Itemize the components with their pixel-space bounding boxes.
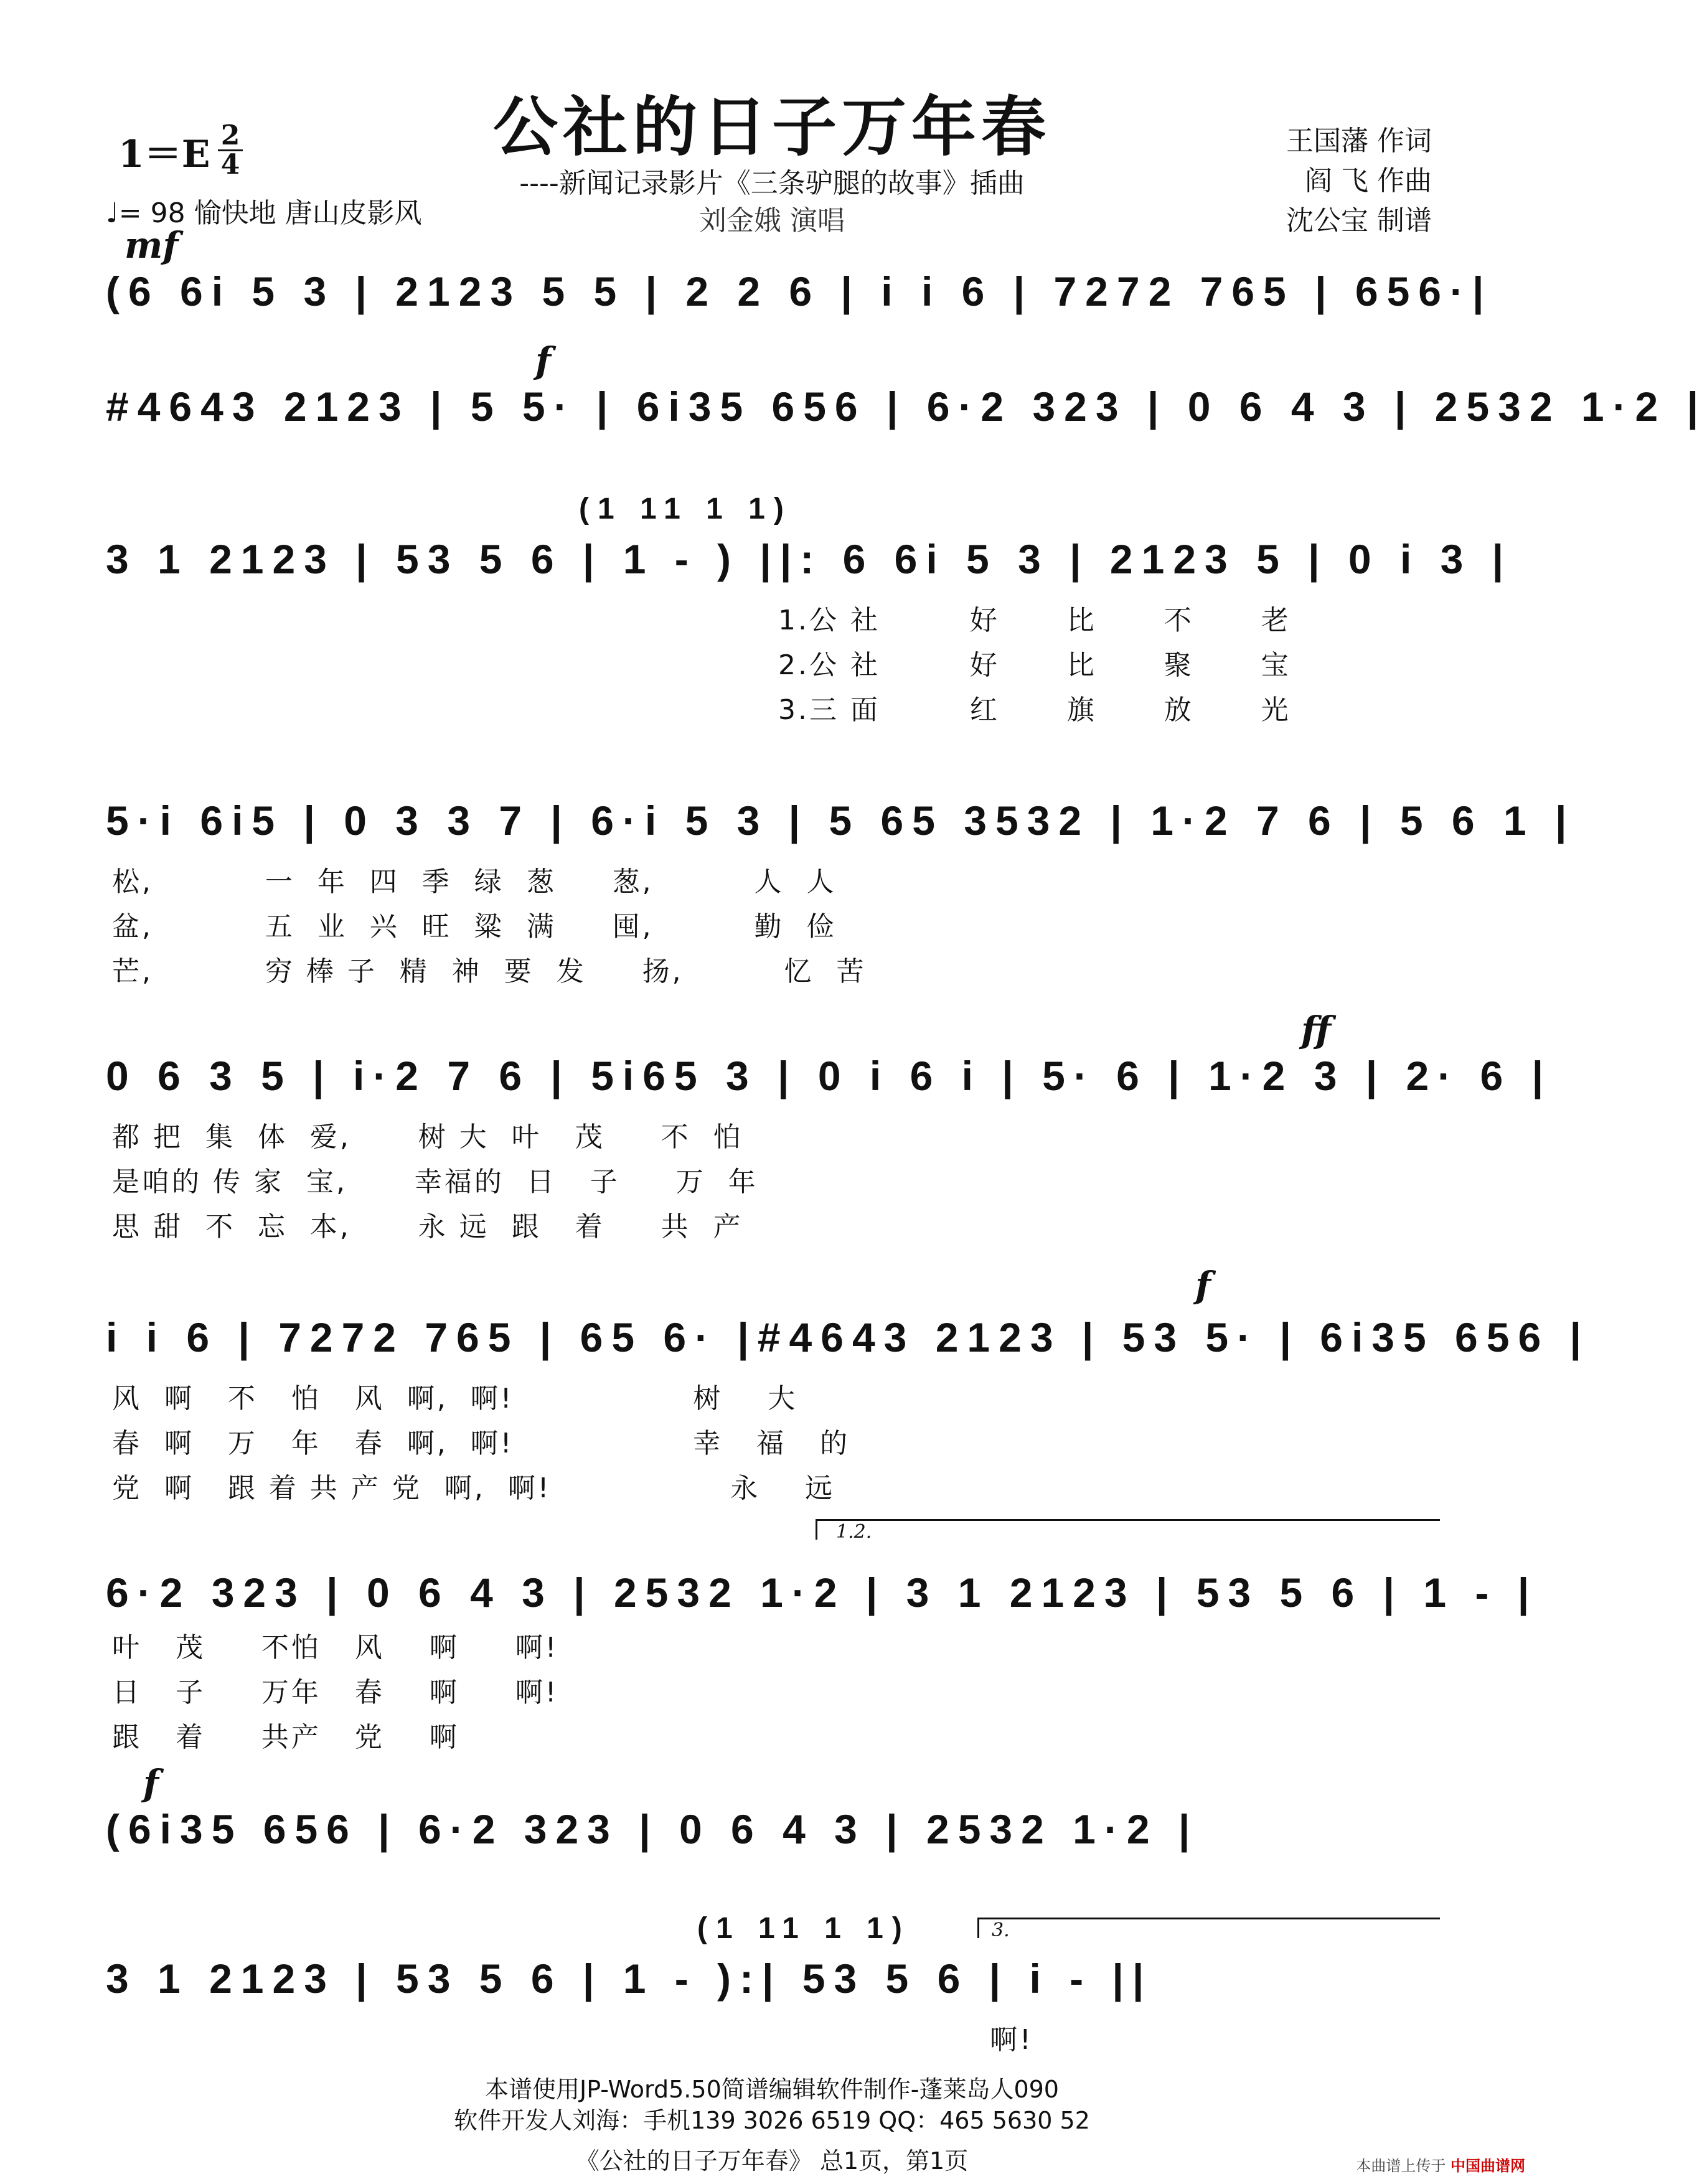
notation-line-9: 3 1 2123 | 53 5 6 | 1 - ):| 53 5 6 | i - || — [106, 1956, 1153, 2002]
music-line-9 — [106, 1955, 1444, 2023]
watermark-site: 中国曲谱网 — [1451, 2157, 1525, 2175]
notation-line-6: i i 6 | 7272 765 | 65 6· |#4643 2123 | 53 5· | 6i35 656 | — [106, 1314, 1590, 1360]
notation-line-7: 6·2 323 | 0 6 4 3 | 2532 1·2 | 3 1 2123 | 53 5 6 | 1 - | — [106, 1570, 1538, 1616]
key-signature: 1＝E — [118, 133, 210, 176]
lyric-verse-2: 春 啊 万 年 春 啊, 啊! 幸 福 的 — [112, 1428, 850, 1459]
music-line-8 — [106, 1805, 1444, 1874]
lyrics-line-4 — [112, 859, 1432, 989]
composer-credit: 阎 飞 作曲 — [1305, 165, 1432, 197]
arranger-credit: 沈公宝 制谱 — [1286, 205, 1432, 237]
dynamic-f: f — [535, 339, 551, 382]
lyric-verse-3: 思 甜 不 忘 本, 永 远 跟 着 共 产 — [112, 1211, 743, 1243]
lyricist-credit: 王国藩 作词 — [1286, 125, 1432, 157]
volta-bracket-1-2 — [816, 1519, 1440, 1543]
music-line-2 — [106, 383, 1707, 451]
dynamic-f: f — [143, 1762, 159, 1804]
grace-notes-1: (1 11 1 1) — [579, 492, 792, 525]
lyrics-line-7 — [112, 1625, 1432, 1754]
lyric-verse-3: 芒, 穷 棒 子 精 神 要 发 扬, 忆 苦 — [112, 956, 867, 987]
lyric-final: 啊! — [990, 2024, 1033, 2056]
dynamic-mf: mf — [125, 224, 179, 266]
music-line-5 — [106, 1052, 1553, 1121]
watermark-logo — [1356, 2153, 1525, 2175]
notation-line-3: 3 1 2123 | 53 5 6 | 1 - ) ||: 6 6i 5 3 | 2123 5 | 0 i 3 | — [106, 536, 1513, 582]
lyric-verse-1: 风 啊 不 怕 风 啊, 啊! 树 大 — [112, 1383, 798, 1414]
volta-label: 1.2. — [836, 1521, 872, 1543]
volta-label: 3. — [992, 1919, 1010, 1941]
music-line-4 — [106, 797, 1576, 865]
music-line-6 — [106, 1314, 1590, 1382]
tempo-marking: ♩= 98 愉快地 唐山皮影风 — [106, 197, 422, 229]
page-title: 公社的日子万年春 — [492, 89, 1051, 165]
music-line-3 — [106, 535, 1513, 604]
lyric-verse-2: 盆, 五 业 兴 旺 粱 满 囤, 勤 俭 — [112, 911, 837, 943]
lyric-verse-2: 2.公 社 好 比 聚 宝 — [778, 649, 1291, 681]
time-signature: 2 4 — [218, 122, 243, 179]
notation-line-5: 0 6 3 5 | i·2 7 6 | 5i65 3 | 0 i 6 i | 5· 6 | 1·2 3 | 2· 6 | — [106, 1053, 1553, 1099]
notation-line-1: (6 6i 5 3 | 2123 5 5 | 2 2 6 | i i 6 | 7272 765 | 656·| — [106, 268, 1493, 314]
singer-credit: 刘金娥 演唱 — [699, 205, 845, 237]
dynamic-ff: ff — [1301, 1009, 1331, 1051]
lyric-verse-1: 松, 一 年 四 季 绿 葱 葱, 人 人 — [112, 866, 837, 898]
lyric-verse-1: 叶 茂 不怕 风 啊 啊! — [112, 1632, 559, 1664]
lyric-verse-3: 跟 着 共产 党 啊 — [112, 1721, 459, 1753]
lyric-verse-3: 3.三 面 红 旗 放 光 — [778, 694, 1291, 726]
lyrics-line-3 — [778, 598, 1463, 727]
page-subtitle: ----新闻记录影片《三条驴腿的故事》插曲 — [519, 167, 1025, 199]
footer-software-note: 本谱使用JP-Word5.50简谱编辑软件制作-蓬莱岛人090 — [485, 2076, 1059, 2103]
lyric-verse-1: 1.公 社 好 比 不 老 — [778, 605, 1291, 636]
footer-developer-note: 软件开发人刘海：手机139 3026 6519 QQ：465 5630 52 — [454, 2107, 1090, 2134]
footer-page-number: 《公社的日子万年春》 总1页，第1页 — [575, 2147, 969, 2175]
lyric-verse-2: 日 子 万年 春 啊 啊! — [112, 1677, 559, 1708]
music-line-1 — [106, 268, 1493, 336]
notation-line-2: #4643 2123 | 5 5· | 6i35 656 | 6·2 323 | 0 6 4 3 | 2532 1·2 | — [106, 384, 1707, 430]
watermark-prefix: 本曲谱上传于 — [1356, 2157, 1446, 2175]
dynamic-f: f — [1195, 1264, 1211, 1306]
notation-line-4: 5·i 6i5 | 0 3 3 7 | 6·i 5 3 | 5 65 3532 | 1·2 7 6 | 5 6 1 | — [106, 798, 1576, 844]
volta-bracket-3 — [977, 1918, 1440, 1941]
lyric-verse-2: 是咱的 传 家 宝, 幸福的 日 子 万 年 — [112, 1166, 758, 1198]
lyric-verse-1: 都 把 集 体 爱, 树 大 叶 茂 不 怕 — [112, 1121, 743, 1153]
lyrics-line-5 — [112, 1114, 1432, 1244]
grace-notes-2: (1 11 1 1) — [697, 1912, 911, 1945]
notation-line-8: (6i35 656 | 6·2 323 | 0 6 4 3 | 2532 1·2 | — [106, 1806, 1199, 1852]
lyrics-line-6 — [112, 1376, 1432, 1505]
lyric-verse-3: 党 啊 跟 着 共 产 党 啊, 啊! 永 远 — [112, 1472, 835, 1504]
